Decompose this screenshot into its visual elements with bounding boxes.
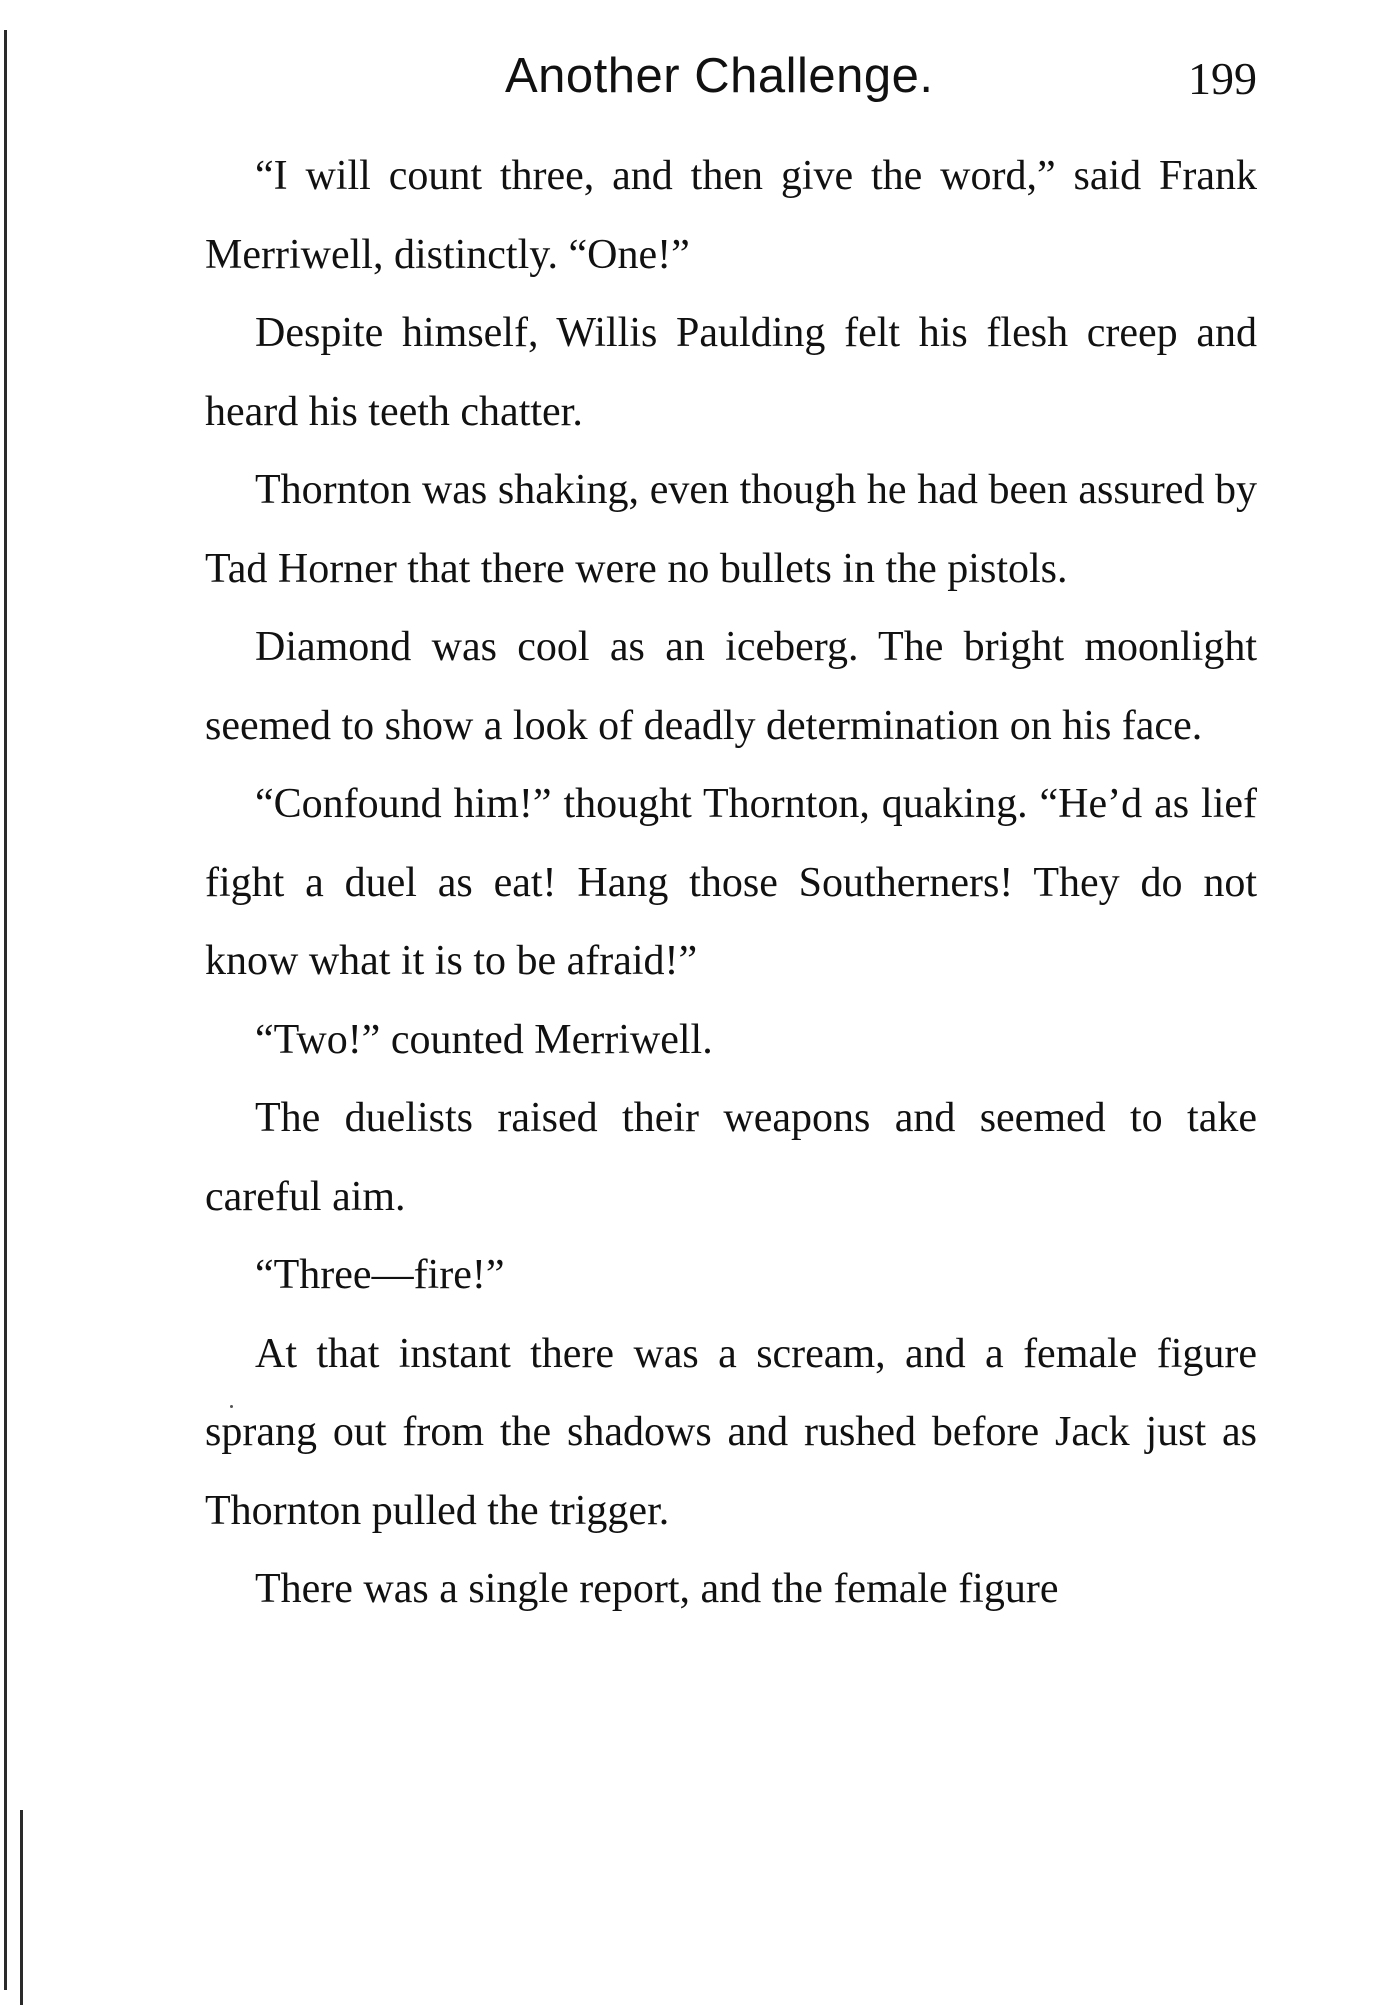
paragraph: “Three—fire!” [255, 1252, 505, 1298]
paragraph: Despite himself, Willis Paulding felt his flesh creep and heard his teeth chatter. [205, 310, 1257, 435]
paragraph: “Two!” counted Merriwell. [255, 1016, 713, 1063]
page-header [205, 48, 1257, 108]
page-number: 199 [1188, 53, 1257, 104]
paragraph: “I will count three, and then give the word,” said Frank Merriwell, distinctly. “One!” [205, 153, 1257, 278]
paragraph: There was a single report, and the female figure [255, 1566, 1059, 1612]
body-text [205, 137, 1257, 1629]
paragraph: At that instant there was a scream, and a female figure sprang out from the shadows and rushed before Jack just as Thornton pulled the trigger. [205, 1330, 1257, 1534]
paragraph: Thornton was shaking, even though he had been assured by Tad Horner that there were no bullets in the pistols. [205, 467, 1257, 592]
speck-mark [230, 1405, 233, 1408]
page-binding-mark [20, 1810, 23, 2005]
paragraph: “Confound him!” thought Thornton, quaking. “He’d as lief fight a duel as eat! Hang those Southerners! They do not know what it is to be afraid!” [205, 781, 1257, 984]
running-title: Another Challenge. [505, 49, 934, 103]
paragraph: Diamond was cool as an iceberg. The bright moonlight seemed to show a look of deadly determination on his face. [205, 624, 1257, 749]
paragraph: The duelists raised their weapons and seemed to take careful aim. [205, 1095, 1257, 1220]
page-binding-edge [4, 30, 7, 1990]
